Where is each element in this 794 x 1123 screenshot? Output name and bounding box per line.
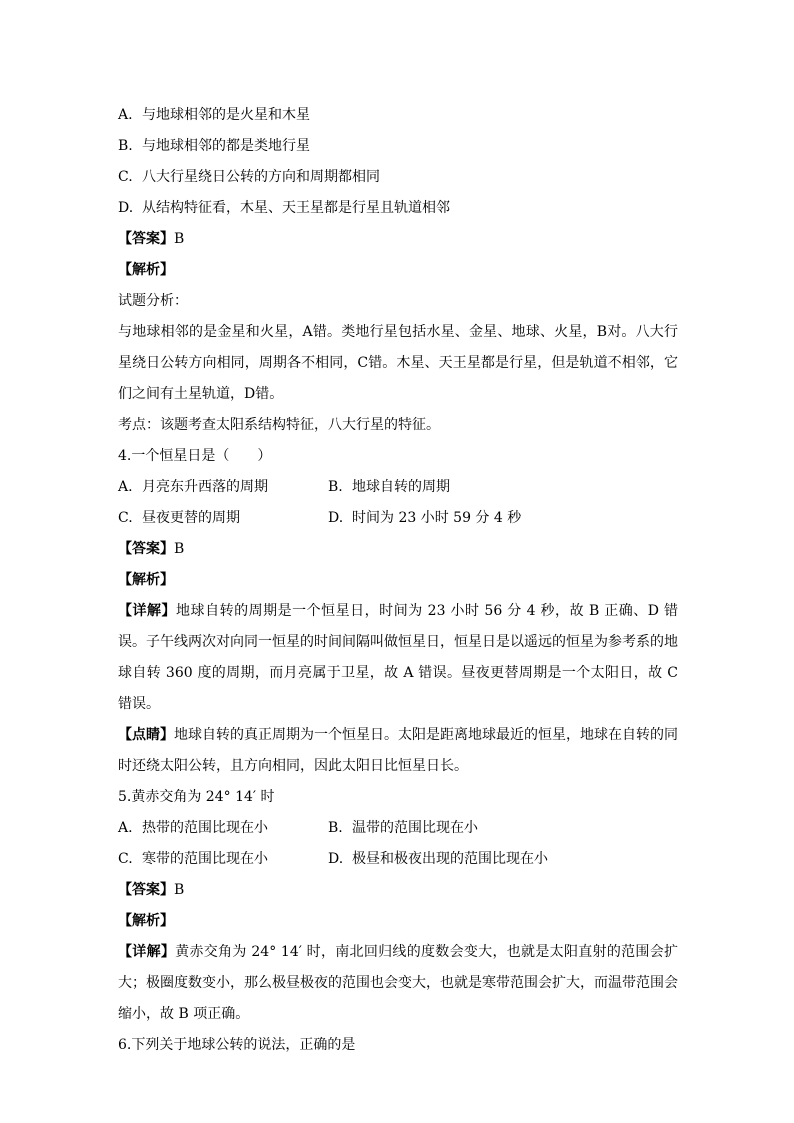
option-label: C. (118, 851, 133, 867)
option-text: 时间为 23 小时 59 分 4 秒 (352, 510, 522, 526)
q5-options-row-1 (118, 813, 678, 844)
q4-option-c (118, 503, 328, 534)
q6-question: 6.下列关于地球公转的说法，正确的是 (118, 1037, 356, 1053)
option-label: C. (118, 169, 133, 185)
q4-detail (118, 596, 678, 720)
option-label: A. (118, 107, 133, 123)
q5-option-a (118, 813, 328, 844)
option-label: B. (118, 138, 133, 154)
option-label: B. (328, 820, 343, 836)
document-page (118, 100, 678, 1061)
detail-tag: 【详解】 (118, 603, 177, 619)
q5-option-d (328, 844, 548, 875)
option-label: D. (328, 851, 344, 867)
option-text: 热带的范围比现在小 (142, 820, 268, 836)
answer-value: B (174, 231, 185, 247)
option-label: A. (118, 479, 133, 495)
q4-question: 4.一个恒星日是（ ） (118, 448, 272, 464)
q5-answer (118, 875, 678, 906)
option-text: 月亮东升西落的周期 (142, 479, 268, 495)
option-text: 与地球相邻的是火星和木星 (142, 107, 310, 123)
q4-option-a (118, 472, 328, 503)
q3-option-b (118, 131, 678, 162)
point-tag: 【点睛】 (118, 727, 174, 743)
option-label: C. (118, 510, 133, 526)
answer-value: B (174, 541, 185, 557)
option-text: 八大行星绕日公转的方向和周期都相同 (142, 169, 380, 185)
q3-kaodian: 考点：该题考查太阳系结构特征，八大行星的特征。 (118, 417, 440, 433)
q4-answer (118, 534, 678, 565)
option-text: 地球自转的周期 (352, 479, 450, 495)
q5-detail (118, 937, 678, 1030)
answer-tag: 【答案】 (118, 541, 174, 557)
option-label: B. (328, 479, 343, 495)
q4-option-b (328, 472, 538, 503)
option-label: D. (118, 200, 134, 216)
q4-options-row-1 (118, 472, 678, 503)
option-label: A. (118, 820, 133, 836)
option-label: D. (328, 510, 344, 526)
detail-body: 黄赤交角为 24° 14′ 时，南北回归线的度数会变大，也就是太阳直射的范围会扩大；极圈度数变小，那么极昼极夜的范围也会变大，也就是寒带范围会扩大，而温带范围会缩小，故 B 项正确。 (118, 944, 678, 1022)
option-text: 寒带的范围比现在小 (142, 851, 268, 867)
q3-answer (118, 224, 678, 255)
option-text: 从结构特征看，木星、天王星都是行星且轨道相邻 (142, 200, 450, 216)
q5-question: 5.黄赤交角为 24° 14′ 时 (118, 789, 275, 805)
q4-options-row-2 (118, 503, 678, 534)
q4-analysis-tag: 【解析】 (118, 572, 174, 588)
option-text: 极昼和极夜出现的范围比现在小 (352, 851, 548, 867)
q4-point (118, 720, 678, 782)
q3-option-c (118, 162, 678, 193)
answer-tag: 【答案】 (118, 882, 174, 898)
q3-option-d (118, 193, 678, 224)
detail-body: 地球自转的周期是一个恒星日，时间为 23 小时 56 分 4 秒，故 B 正确、D 错误。子午线两次对向同一恒星的时间间隔叫做恒星日，恒星日是以遥远的恒星为参考系的地球自转 360 度的周期，而月亮属于卫星，故 A 错误。昼夜更替周期是一个太阳日，故 C 错误。 (118, 603, 678, 712)
q3-option-a (118, 100, 678, 131)
q5-options-row-2 (118, 844, 678, 875)
option-text: 与地球相邻的都是类地行星 (142, 138, 310, 154)
q5-analysis-tag: 【解析】 (118, 913, 174, 929)
q3-analysis-tag: 【解析】 (118, 262, 174, 278)
option-text: 温带的范围比现在小 (352, 820, 478, 836)
detail-tag: 【详解】 (118, 944, 176, 960)
q3-analysis-body: 与地球相邻的是金星和火星，A错。类地行星包括水星、金星、地球、火星，B对。八大行星绕日公转方向相同，周期各不相同，C错。木星、天王星都是行星，但是轨道不相邻，它们之间有土星轨道，D错。 (118, 324, 678, 402)
point-body: 地球自转的真正周期为一个恒星日。太阳是距离地球最近的恒星，地球在自转的同时还绕太阳公转，且方向相同，因此太阳日比恒星日长。 (118, 727, 678, 774)
answer-tag: 【答案】 (118, 231, 174, 247)
q4-option-d (328, 503, 538, 534)
answer-value: B (174, 882, 185, 898)
q5-option-b (328, 813, 538, 844)
q5-option-c (118, 844, 328, 875)
option-text: 昼夜更替的周期 (142, 510, 240, 526)
q3-analysis-title: 试题分析： (118, 293, 188, 309)
